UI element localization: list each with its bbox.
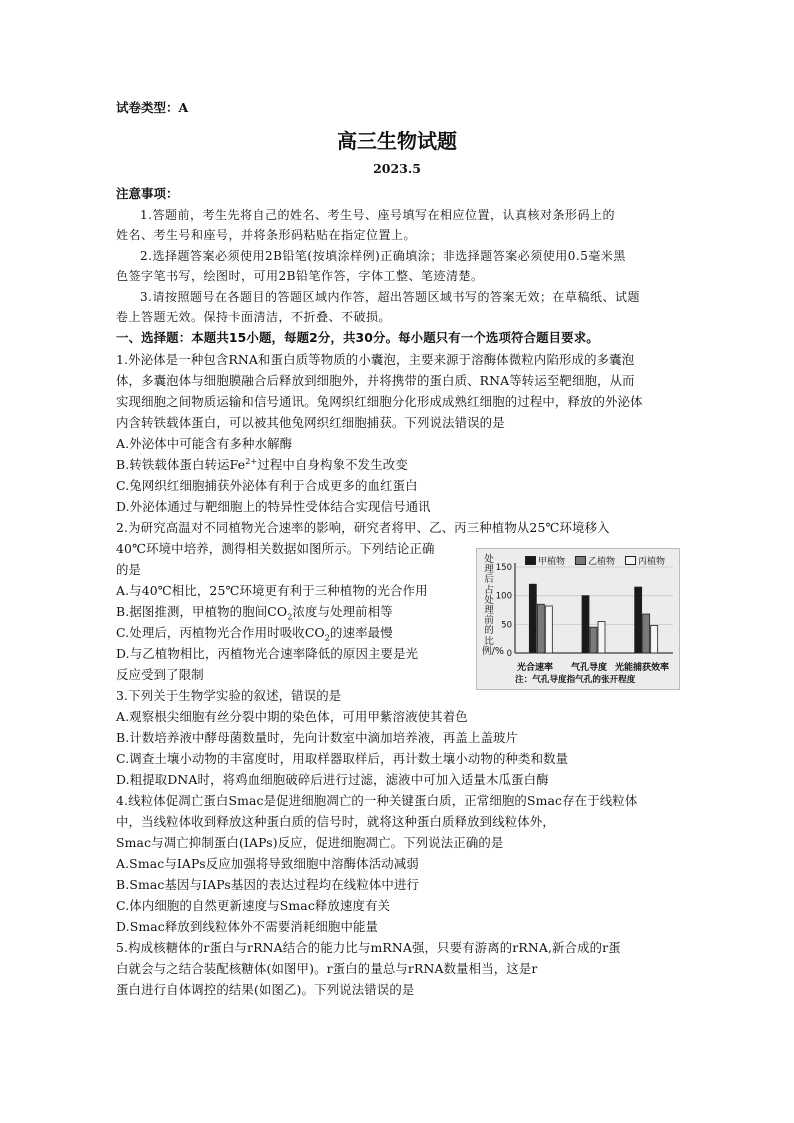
notice-line: 1.答题前，考生先将自己的姓名、考生号、座号填写在相应位置，认真核对条形码上的: [140, 208, 615, 222]
q3-stem: 3.下列关于生物学实验的叙述，错误的是: [116, 688, 342, 703]
q4-stem: Smac与凋亡抑制蛋白(IAPs)反应，促进细胞凋亡。下列说法正确的是: [116, 835, 504, 850]
bar-2: [590, 627, 597, 653]
q5-stem: 蛋白进行自体调控的结果(如图乙)。下列说法错误的是: [116, 982, 415, 997]
notice-line: 2.选择题答案必须使用2B铅笔(按填涂样例)正确填涂；非选择题答案必须使用0.5毫米黑: [140, 249, 626, 263]
bar-chart: [476, 548, 680, 690]
q1-option-c: C.兔网织红细胞捕获外泌体有利于合成更多的血红蛋白: [116, 478, 418, 493]
section-heading: 一、选择题：本题共15小题，每题2分，共30分。每小题只有一个选项符合题目要求。: [116, 330, 599, 345]
q5-stem: 白就会与之结合装配核糖体(如图甲)。r蛋白的量总与rRNA数量相当，这是r: [116, 961, 538, 976]
q2-option-b: B.据图推测，甲植物的胞间$CO_2$浓度与处理前相等: [116, 604, 393, 622]
q3-option-c: C.调查土壤小动物的丰富度时，用取样器取样后，再计数土壤小动物的种类和数量: [116, 751, 569, 766]
q1-stem: 内含转铁载体蛋白，可以被其他兔网织红细胞捕获。下列说法错误的是: [116, 415, 505, 430]
y-tick-label: 100: [495, 591, 512, 602]
q1-option-a: A.外泌体中可能含有多种水解酶: [116, 436, 293, 451]
bar-3: [545, 606, 552, 653]
y-tick-label: 0: [506, 649, 512, 659]
notice-heading: 注意事项：: [116, 186, 179, 201]
bar-1: [582, 596, 589, 653]
notice-line: 色签字笔书写，绘图时，可用2B铅笔作答，字体工整、笔迹清楚。: [116, 269, 484, 283]
q2-option-a: A.与40℃相比，25℃环境更有利于三种植物的光合作用: [116, 583, 428, 598]
notice-line: 姓名、考生号和座号，并将条形码粘贴在指定位置上。: [116, 228, 417, 242]
q2-stem: 40℃环境中培养，测得相关数据如图所示。下列结论正确: [116, 541, 435, 556]
q3-option-a: A.观察根尖细胞有丝分裂中期的染色体，可用甲紫溶液使其着色: [116, 709, 468, 724]
q4-option-c: C.体内细胞的自然更新速度与Smac释放速度有关: [116, 898, 391, 913]
bar-2: [537, 604, 544, 653]
legend-item: 丙植物: [625, 554, 665, 567]
bar-3: [651, 625, 658, 653]
category-label: 气孔导度: [571, 663, 608, 673]
q2-stem: 2.为研究高温对不同植物光合速率的影响，研究者将甲、乙、丙三种植物从25℃环境移入: [116, 520, 610, 535]
notice-line: 3.请按照题号在各题目的答题区域内作答，超出答题区域书写的答案无效；在草稿纸、试题: [140, 290, 640, 304]
q5-stem: 5.构成核糖体的r蛋白与rRNA结合的能力比与mRNA强，只要有游离的rRNA,新合成的r蛋: [116, 940, 621, 955]
q3-option-b: B.计数培养液中酵母菌数量时，先向计数室中滴加培养液，再盖上盖玻片: [116, 730, 519, 745]
q4-option-a: A.Smac与IAPs反应加强将导致细胞中溶酶体活动减弱: [116, 856, 419, 871]
q4-option-b: B.Smac基因与IAPs基因的表达过程均在线粒体中进行: [116, 877, 420, 892]
q4-stem: 4.线粒体促凋亡蛋白Smac是促进细胞凋亡的一种关键蛋白质，正常细胞的Smac存在于线粒体: [116, 793, 638, 808]
chart-note: 注：气孔导度指气孔的张开程度: [515, 675, 636, 685]
legend-item: 甲植物: [525, 554, 565, 567]
q3-option-d: D.粗提取DNA时，将鸡血细胞破碎后进行过滤，滤液中可加入适量木瓜蛋白酶: [116, 772, 549, 787]
bar-2: [643, 614, 650, 653]
q2-stem: 的是: [116, 562, 142, 577]
y-tick-label: 150: [495, 563, 512, 573]
q1-stem: 体，多囊泡体与细胞膜融合后释放到细胞外，并将携带的蛋白质、RNA等转运至靶细胞，从而: [116, 373, 635, 388]
y-tick-label: 50: [501, 620, 512, 631]
q2-option-d-cont: 反应受到了限制: [116, 667, 204, 682]
bar-1: [529, 584, 536, 653]
q1-option-d: D.外泌体通过与靶细胞上的特异性受体结合实现信号通讯: [116, 499, 431, 514]
q1-option-b: B.转铁载体蛋白转运$Fe^{2+}$过程中自身构象不发生改变: [116, 456, 408, 472]
q4-stem: 中，当线粒体收到释放这种蛋白质的信号时，就将这种蛋白质释放到线粒体外，: [116, 814, 555, 829]
paper-type: 试卷类型：A: [116, 100, 189, 115]
q4-option-d: D.Smac释放到线粒体外不需要消耗细胞中能量: [116, 919, 379, 934]
category-label: 光能捕获效率: [615, 663, 670, 673]
chart-ylabel: 处理后占处理前的比例/%: [482, 554, 504, 657]
q1-stem: 实现细胞之间物质运输和信号通讯。兔网织红细胞分化形成成熟红细胞的过程中，释放的外泌体: [116, 394, 643, 409]
page-title: 高三生物试题: [337, 129, 457, 153]
q2-option-d: D.与乙植物相比，丙植物光合速率降低的原因主要是光: [116, 646, 419, 661]
q1-stem: 1.外泌体是一种包含RNA和蛋白质等物质的小囊泡，主要来源于溶酶体微粒内陷形成的多囊泡: [116, 352, 635, 367]
q2-option-c: C.处理后，丙植物光合作用时吸收$CO_2$的速率最慢: [116, 625, 393, 643]
bar-3: [598, 621, 605, 653]
legend-item: 乙植物: [575, 554, 615, 567]
category-label: 光合速率: [517, 663, 554, 673]
exam-date: 2023.5: [373, 161, 421, 176]
bar-1: [635, 587, 642, 653]
notice-line: 卷上答题无效。保持卡面清洁，不折叠、不破损。: [116, 310, 392, 324]
